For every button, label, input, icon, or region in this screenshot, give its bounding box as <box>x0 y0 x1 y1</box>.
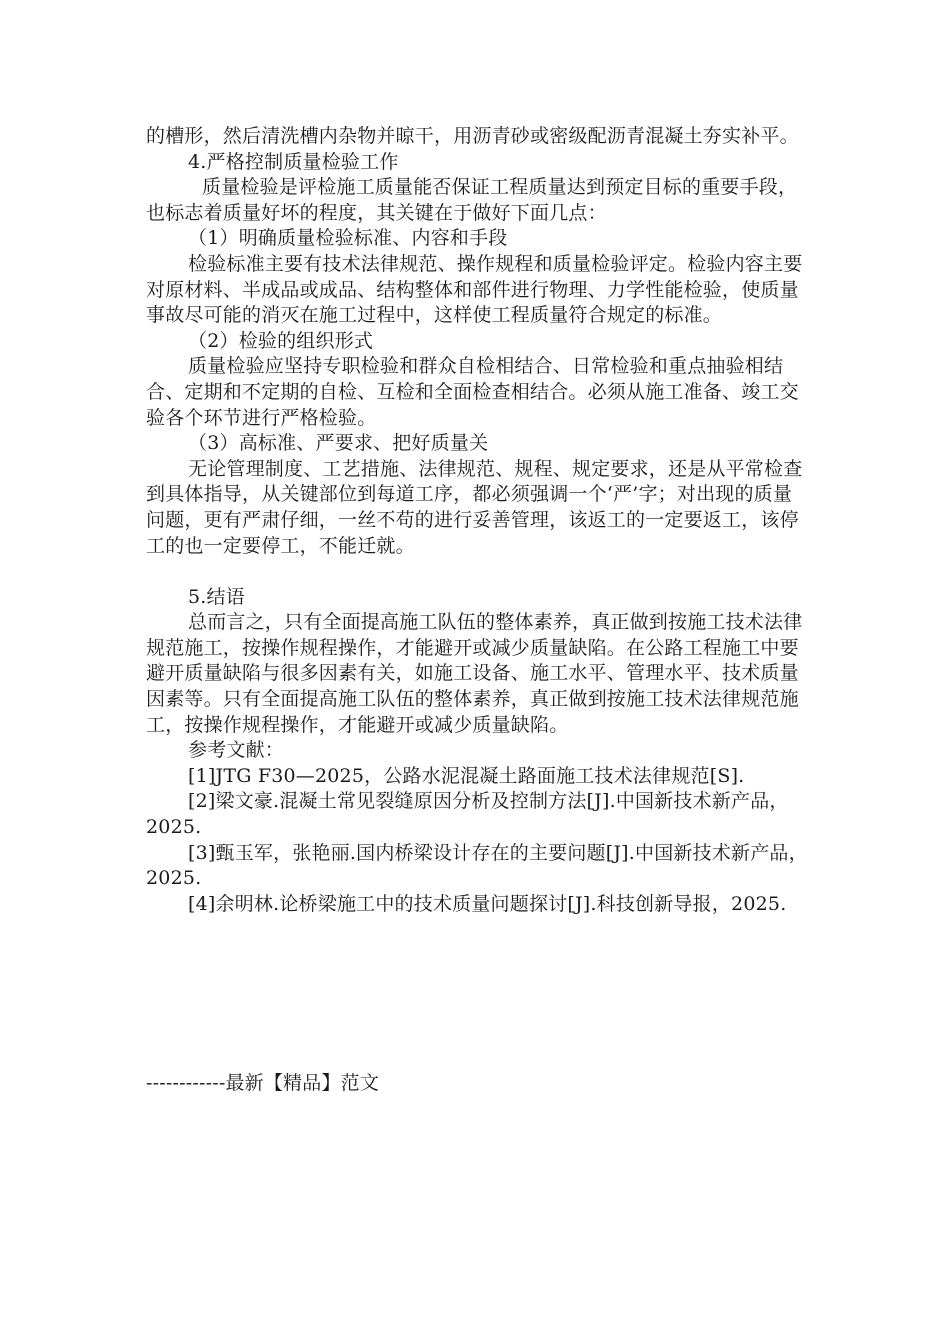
subheading-standards: （1）明确质量检验标准、内容和手段 <box>188 227 508 250</box>
document-body <box>146 124 810 917</box>
section-heading-conclusion: 5.结语 <box>188 585 245 608</box>
paragraph-1: 的槽形，然后清洗槽内杂物并晾干，用沥青砂或密级配沥青混凝土夯实补平。 <box>146 125 799 147</box>
reference-2: [2]梁文豪.混凝土常见裂缝原因分析及控制方法[J].中国新技术新产品，2025. <box>146 790 789 839</box>
reference-3: [3]甄玉军，张艳丽.国内桥梁设计存在的主要问题[J].中国新技术新产品，2025. <box>146 841 808 890</box>
paragraph-conclusion: 总而言之，只有全面提高施工队伍的整体素养，真正做到按施工技术法律规范施工，按操作规程操作，才能避开或减少质量缺陷。在公路工程施工中要避开质量缺陷与很多因素有关，如施工设备、施工水平、管理水平、技术质量因素等。只有全面提高施工队伍的整体素养，真正做到按施工技术法律规范施工，按操作规程操作，才能避开或减少质量缺陷。 <box>146 611 803 736</box>
reference-1: [1]JTG F30—2025，公路水泥混凝土路面施工技术法律规范[S]. <box>188 764 745 787</box>
subheading-high-standards: （3）高标准、严要求、把好质量关 <box>188 432 489 455</box>
reference-4: [4]余明林.论桥梁施工中的技术质量问题探讨[J].科技创新导报，2025. <box>188 892 787 915</box>
paragraph-organization: 质量检验应坚持专职检验和群众自检相结合、日常检验和重点抽验相结合、定期和不定期的自检、互检和全面检查相结合。必须从施工准备、竣工交验各个环节进行严格检验。 <box>146 355 799 429</box>
footer-tagline: ------------最新【精品】范文 <box>146 1072 380 1094</box>
section-heading-quality-inspection: 4.严格控制质量检验工作 <box>188 150 399 173</box>
paragraph-high-standards: 无论管理制度、工艺措施、法律规范、规程、规定要求，还是从平常检查到具体指导，从关键部位到每道工序，都必须强调一个‘严’字；对出现的质量问题，更有严肃仔细，一丝不苟的进行妥善管理，该返工的一定要返工，该停工的也一定要停工，不能迁就。 <box>146 457 803 557</box>
paragraph-standards: 检验标准主要有技术法律规范、操作规程和质量检验评定。检验内容主要对原材料、半成品或成品、结构整体和部件进行物理、力学性能检验，使质量事故尽可能的消灭在施工过程中，这样使工程质量符合规定的标准。 <box>146 252 803 327</box>
references-heading: 参考文献： <box>188 739 285 762</box>
paragraph-inspection-intro: 质量检验是评检施工质量能否保证工程质量达到预定目标的重要手段，也标志着质量好坏的程度，其关键在于做好下面几点： <box>146 176 798 224</box>
subheading-organization: （2）检验的组织形式 <box>188 329 374 352</box>
blank-line <box>146 559 810 585</box>
